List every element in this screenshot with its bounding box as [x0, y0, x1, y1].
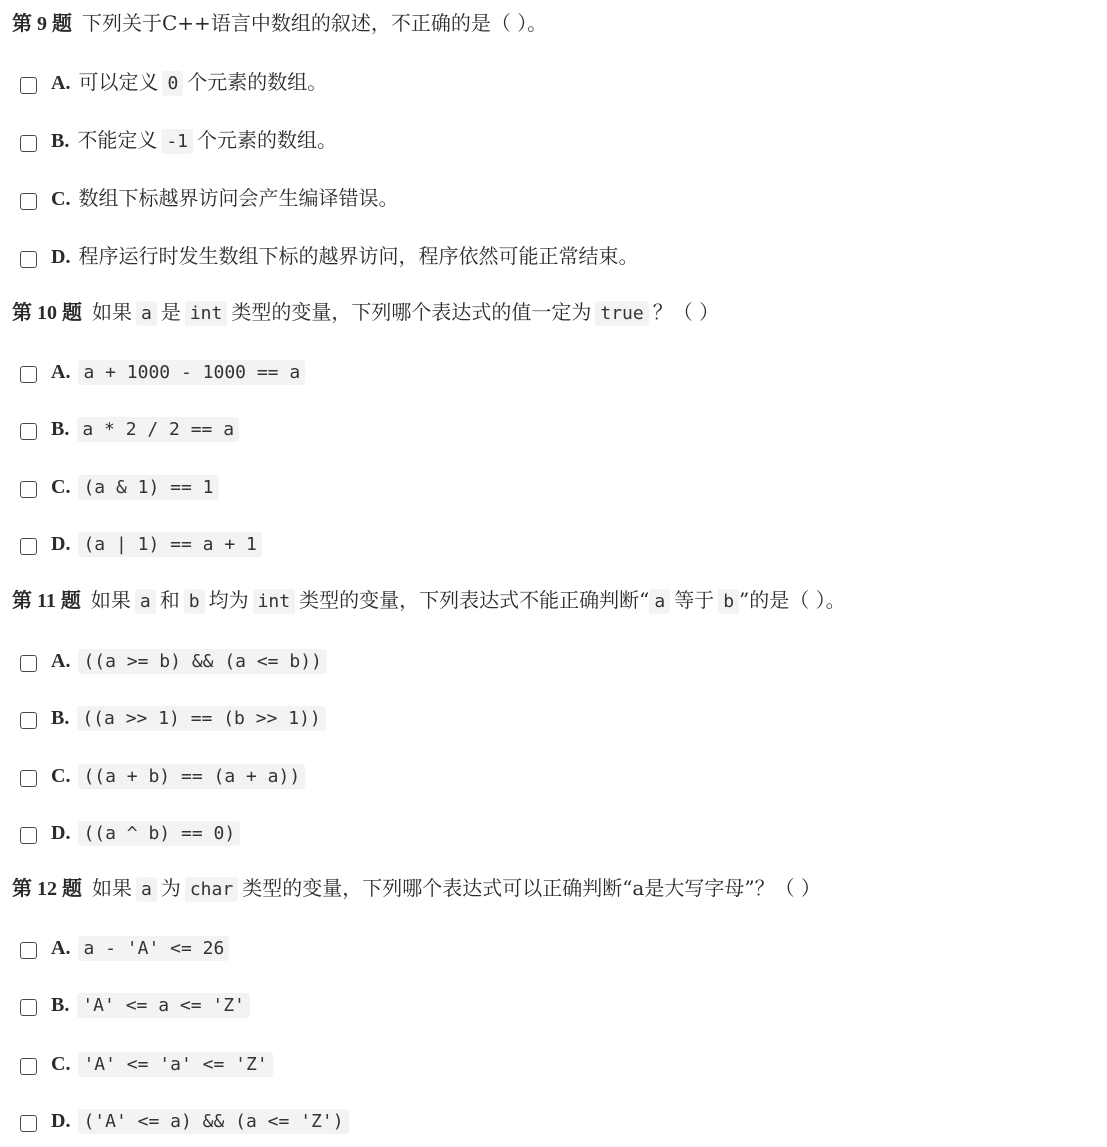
question-text: 如果 — [90, 588, 131, 612]
option-text: 不能定义 — [77, 128, 158, 152]
inline-code: 0 — [162, 71, 183, 96]
q11-option-d[interactable] — [20, 818, 240, 846]
option-text: 个元素的数组。 — [197, 128, 338, 152]
inline-code: a — [136, 301, 157, 326]
option-letter: A. — [51, 650, 71, 672]
option-letter: B. — [51, 994, 70, 1016]
inline-code: a + 1000 - 1000 == a — [78, 360, 305, 385]
question-11-stem — [12, 586, 846, 614]
q9-option-a[interactable] — [20, 68, 327, 96]
option-letter: B. — [51, 418, 70, 440]
q11-option-d-checkbox[interactable] — [20, 827, 37, 844]
inline-code: int — [253, 589, 296, 614]
question-text: 如果 — [92, 876, 132, 900]
question-text: 是 — [160, 300, 181, 324]
inline-code: a — [135, 589, 156, 614]
option-letter: D. — [51, 533, 71, 555]
inline-code: (a | 1) == a + 1 — [78, 532, 261, 557]
inline-code: a - 'A' <= 26 — [78, 936, 229, 961]
q10-option-c-checkbox[interactable] — [20, 481, 37, 498]
q12-option-a-checkbox[interactable] — [20, 942, 37, 959]
inline-code: int — [185, 301, 228, 326]
option-text: 可以定义 — [78, 70, 159, 94]
inline-code: -1 — [161, 129, 193, 154]
q12-option-b[interactable] — [20, 990, 250, 1018]
q9-option-c-checkbox[interactable] — [20, 193, 37, 210]
q12-option-a[interactable] — [20, 933, 229, 961]
q9-option-b-checkbox[interactable] — [20, 135, 37, 152]
q9-option-d[interactable] — [20, 242, 638, 270]
q10-option-b[interactable] — [20, 414, 239, 442]
inline-code: 'A' <= a <= 'Z' — [77, 993, 250, 1018]
question-text: ？（ ） — [652, 300, 720, 324]
q10-option-a[interactable] — [20, 357, 305, 385]
inline-code: a * 2 / 2 == a — [77, 417, 239, 442]
q10-option-d[interactable] — [20, 529, 262, 557]
option-letter: A. — [51, 72, 71, 94]
question-12-stem — [12, 874, 821, 902]
inline-code: ('A' <= a) && (a <= 'Z') — [78, 1109, 348, 1134]
question-text: ”的是（ ）。 — [739, 588, 846, 612]
question-number: 第 9 题 — [12, 13, 72, 35]
option-letter: A. — [51, 361, 71, 383]
q11-option-b-checkbox[interactable] — [20, 712, 37, 729]
q12-option-d[interactable] — [20, 1106, 349, 1134]
question-9-stem — [12, 9, 547, 37]
option-letter: C. — [51, 765, 71, 787]
question-text: 为 — [160, 876, 181, 900]
option-text: 个元素的数组。 — [187, 70, 328, 94]
option-text: 数组下标越界访问会产生编译错误。 — [78, 186, 399, 210]
inline-code: char — [185, 877, 238, 902]
inline-code: (a & 1) == 1 — [78, 475, 218, 500]
inline-code: 'A' <= 'a' <= 'Z' — [78, 1052, 272, 1077]
inline-code: ((a >> 1) == (b >> 1)) — [77, 706, 325, 731]
inline-code: b — [718, 589, 739, 614]
question-number: 第 12 题 — [12, 878, 82, 900]
option-letter: B. — [51, 130, 70, 152]
q12-option-d-checkbox[interactable] — [20, 1115, 37, 1132]
question-text: 如果 — [92, 300, 132, 324]
option-letter: C. — [51, 476, 71, 498]
question-number: 第 11 题 — [12, 590, 81, 612]
q12-option-c[interactable] — [20, 1049, 273, 1077]
q9-option-c[interactable] — [20, 184, 398, 212]
q11-option-c[interactable] — [20, 761, 305, 789]
inline-code: ((a + b) == (a + a)) — [78, 764, 305, 789]
question-text: 均为 — [208, 588, 249, 612]
inline-code: a — [136, 877, 157, 902]
q10-option-d-checkbox[interactable] — [20, 538, 37, 555]
inline-code: a — [649, 589, 670, 614]
question-text: 下列关于C++语言中数组的叙述，不正确的是（ ）。 — [82, 11, 548, 35]
question-text: 等于 — [674, 588, 715, 612]
q11-option-a-checkbox[interactable] — [20, 655, 37, 672]
question-number: 第 10 题 — [12, 302, 82, 324]
q10-option-b-checkbox[interactable] — [20, 423, 37, 440]
option-letter: D. — [51, 822, 71, 844]
q9-option-b[interactable] — [20, 126, 337, 154]
inline-code: ((a >= b) && (a <= b)) — [78, 649, 326, 674]
option-letter: C. — [51, 1053, 71, 1075]
option-text: 程序运行时发生数组下标的越界访问，程序依然可能正常结束。 — [78, 244, 639, 268]
q12-option-b-checkbox[interactable] — [20, 999, 37, 1016]
option-letter: A. — [51, 937, 71, 959]
question-text: 和 — [159, 588, 180, 612]
inline-code: true — [595, 301, 648, 326]
question-text: 类型的变量，下列哪个表达式的值一定为 — [231, 300, 592, 324]
q10-option-a-checkbox[interactable] — [20, 366, 37, 383]
inline-code: b — [184, 589, 205, 614]
q11-option-b[interactable] — [20, 703, 326, 731]
question-text: 类型的变量，下列哪个表达式可以正确判断“a是大写字母”？（ ） — [242, 876, 821, 900]
option-letter: D. — [51, 246, 71, 268]
question-text: 类型的变量，下列表达式不能正确判断“ — [299, 588, 650, 612]
q9-option-a-checkbox[interactable] — [20, 77, 37, 94]
question-10-stem — [12, 298, 719, 326]
option-letter: D. — [51, 1110, 71, 1132]
q11-option-a[interactable] — [20, 646, 327, 674]
q11-option-c-checkbox[interactable] — [20, 770, 37, 787]
q9-option-d-checkbox[interactable] — [20, 251, 37, 268]
q10-option-c[interactable] — [20, 472, 219, 500]
option-letter: C. — [51, 188, 71, 210]
inline-code: ((a ^ b) == 0) — [78, 821, 240, 846]
option-letter: B. — [51, 707, 70, 729]
q12-option-c-checkbox[interactable] — [20, 1058, 37, 1075]
